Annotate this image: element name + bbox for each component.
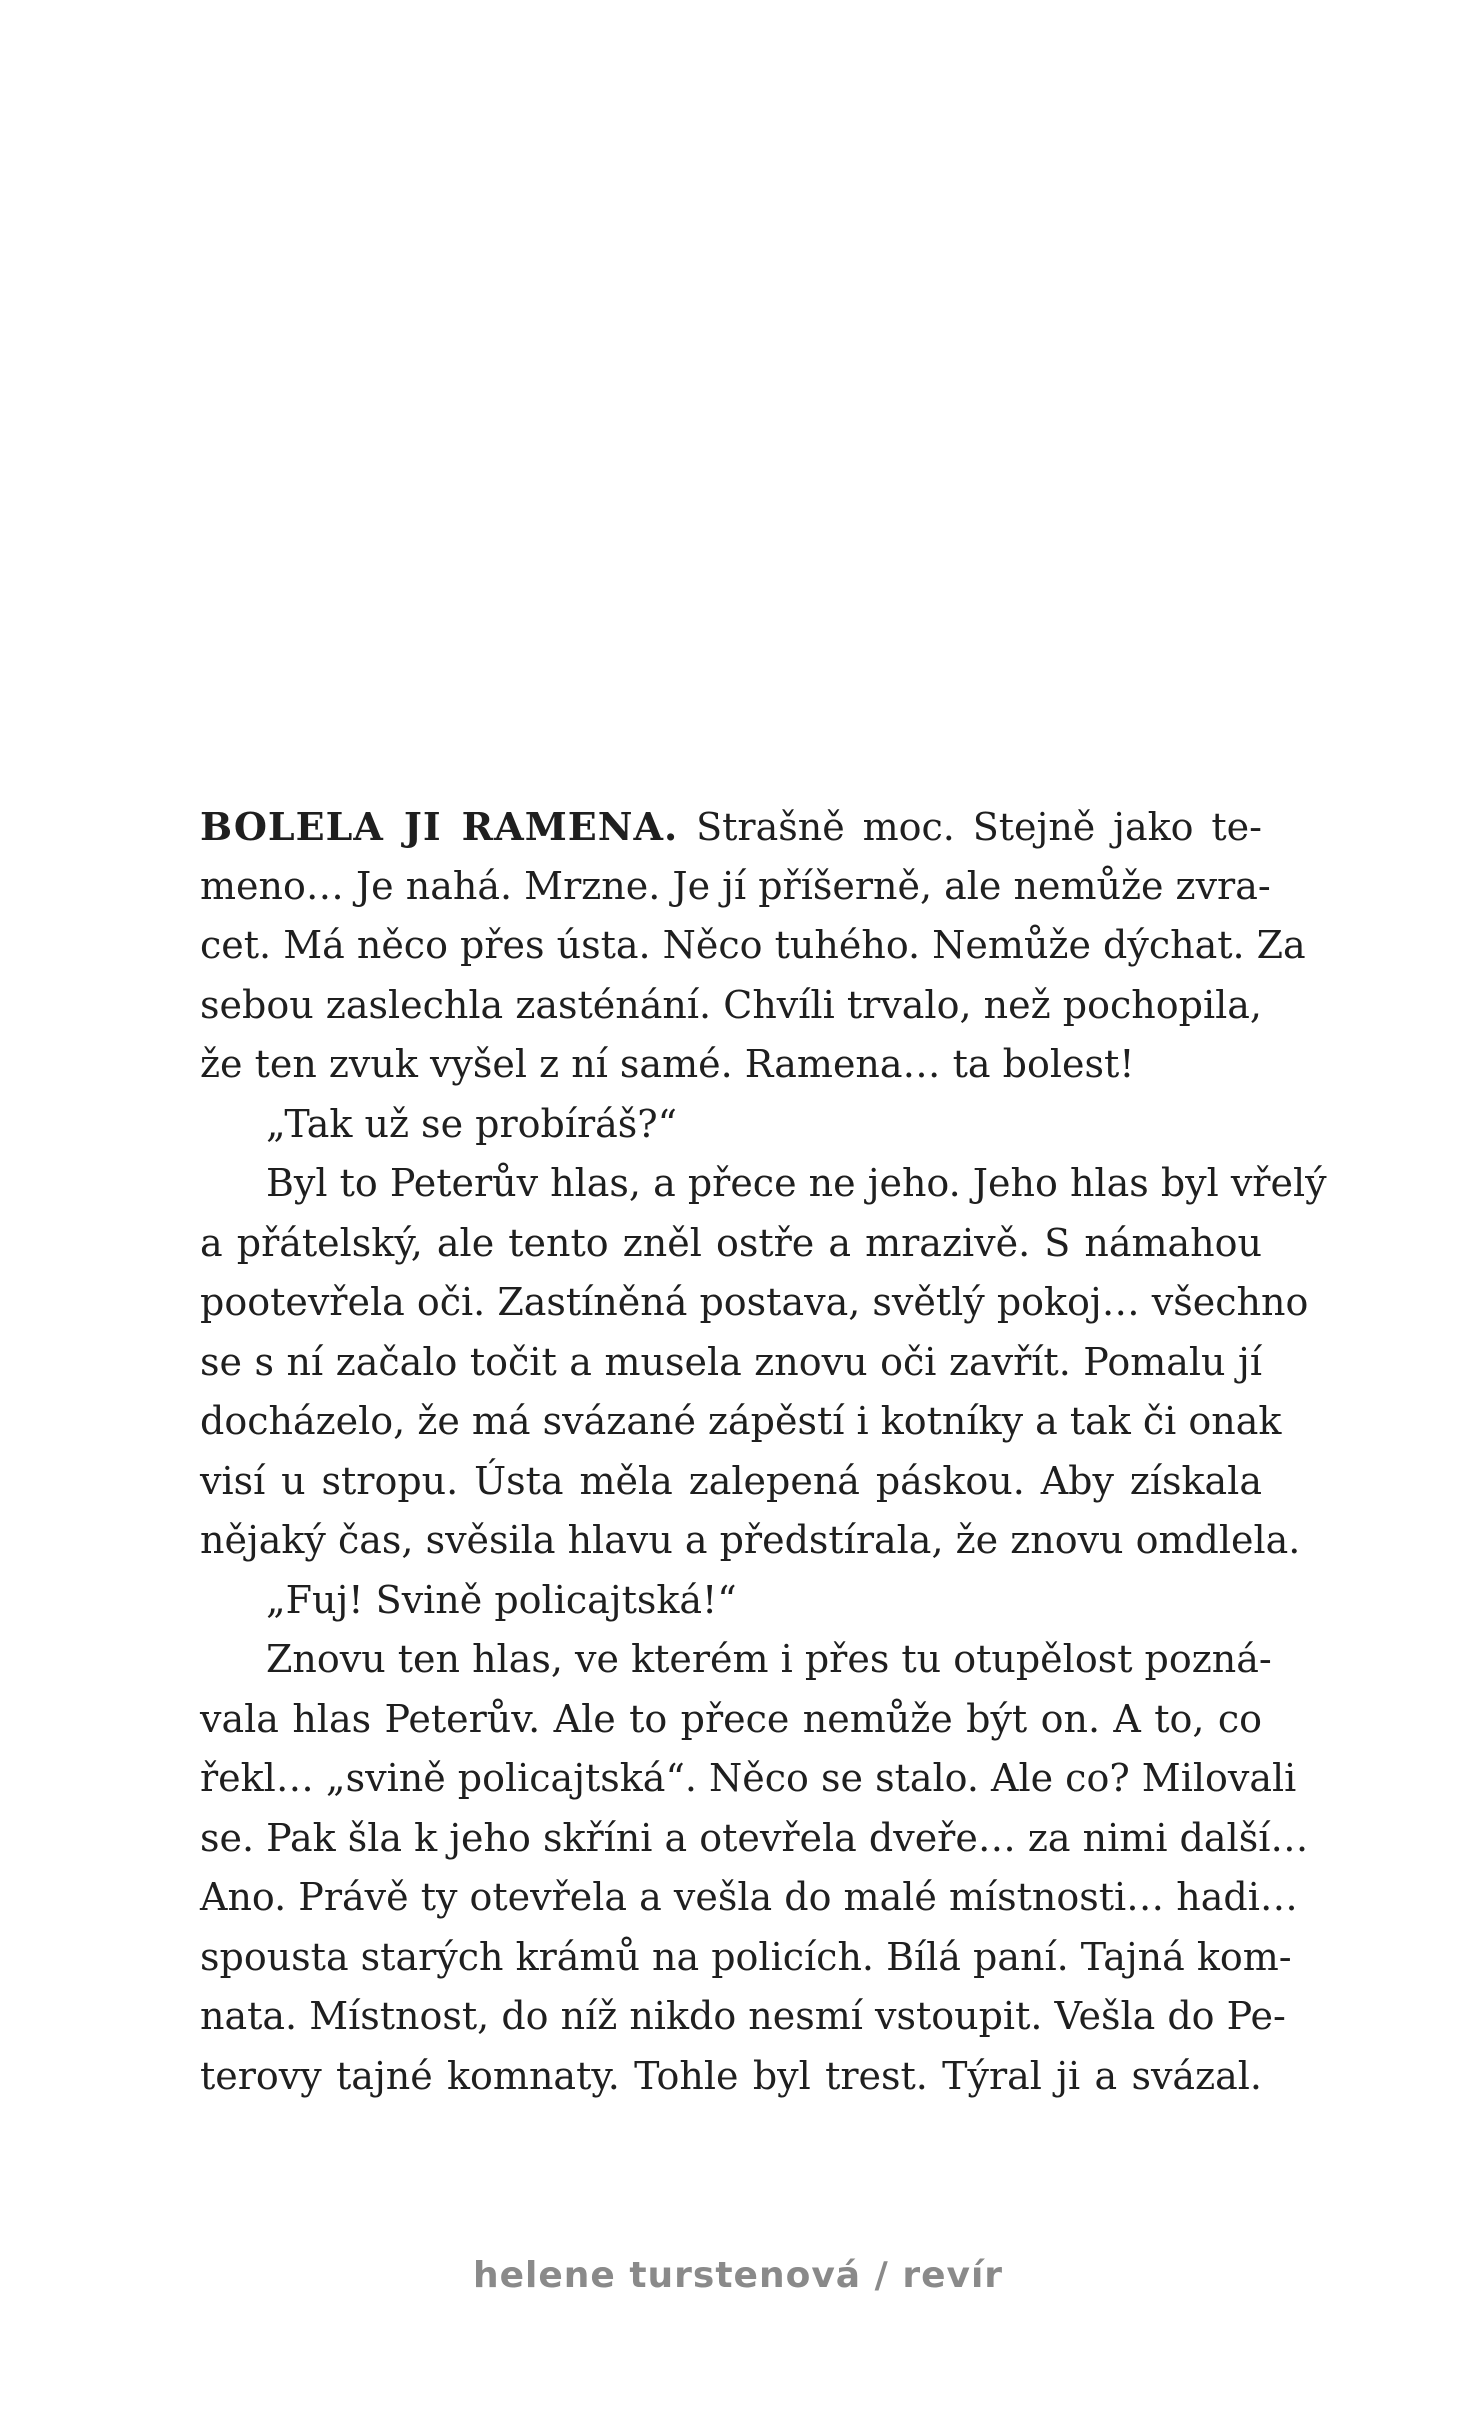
text-line: meno… Je nahá. Mrzne. Je jí příšerně, ale nemůže zvra- bbox=[200, 863, 1271, 908]
opening-caps: BOLELA JI RAMENA. bbox=[200, 804, 679, 849]
text-line: Ano. Právě ty otevřela a vešla do malé místnosti… hadi… bbox=[200, 1875, 1298, 1919]
text-line: Znovu ten hlas, ve kterém i přes tu otupělost pozná- bbox=[266, 1637, 1272, 1681]
text-line: že ten zvuk vyšel z ní samé. Ramena… ta bolest! bbox=[200, 1042, 1135, 1086]
text-line: visí u stropu. Ústa měla zalepená páskou. Aby získala bbox=[200, 1458, 1262, 1503]
text-line: se s ní začalo točit a musela znovu oči zavřít. Pomalu jí bbox=[200, 1339, 1262, 1384]
text-line: Byl to Peterův hlas, a přece ne jeho. Jeho hlas byl vřelý bbox=[266, 1161, 1327, 1205]
text-line: a přátelský, ale tento zněl ostře a mrazivě. S námahou bbox=[200, 1220, 1262, 1265]
text-line: řekl… „svině policajtská“. Něco se stalo. Ale co? Milovali bbox=[200, 1756, 1297, 1800]
text-line: vala hlas Peterův. Ale to přece nemůže být on. A to, co bbox=[200, 1696, 1262, 1741]
text-line: terovy tajné komnaty. Tohle byl trest. Týral ji a svázal. bbox=[200, 2053, 1262, 2098]
running-footer: helene tursten​ová / revír bbox=[472, 2255, 1004, 2296]
dialogue-line: „Fuj! Svině policajtská!“ bbox=[266, 1577, 737, 1622]
text-line bbox=[200, 797, 1262, 857]
text-line: docházelo, že má svázané zápěstí i kotníky a tak či onak bbox=[200, 1399, 1282, 1443]
dialogue-line: „Tak už se probíráš?“ bbox=[266, 1101, 678, 1146]
text-line: se. Pak šla k jeho skříni a otevřela dveře… za nimi další… bbox=[200, 1815, 1309, 1860]
text-line: sebou zaslechla zasténání. Chvíli trvalo, než pochopila, bbox=[200, 982, 1262, 1027]
text-line: cet. Má něco přes ústa. Něco tuhého. Nemůže dýchat. Za bbox=[200, 923, 1306, 967]
text-line: pootevřela oči. Zastíněná postava, světlý pokoj… všechno bbox=[200, 1280, 1309, 1324]
text-line: nata. Místnost, do níž nikdo nesmí vstoupit. Vešla do Pe- bbox=[200, 1994, 1286, 2038]
text-line: nějaký čas, svěsila hlavu a předstírala, že znovu omdlela. bbox=[200, 1518, 1301, 1562]
line-text: Strašně moc. Stejně jako te- bbox=[678, 805, 1263, 849]
text-line: spousta starých krámů na policích. Bílá paní. Tajná kom- bbox=[200, 1934, 1292, 1979]
body-text bbox=[200, 797, 1327, 2106]
